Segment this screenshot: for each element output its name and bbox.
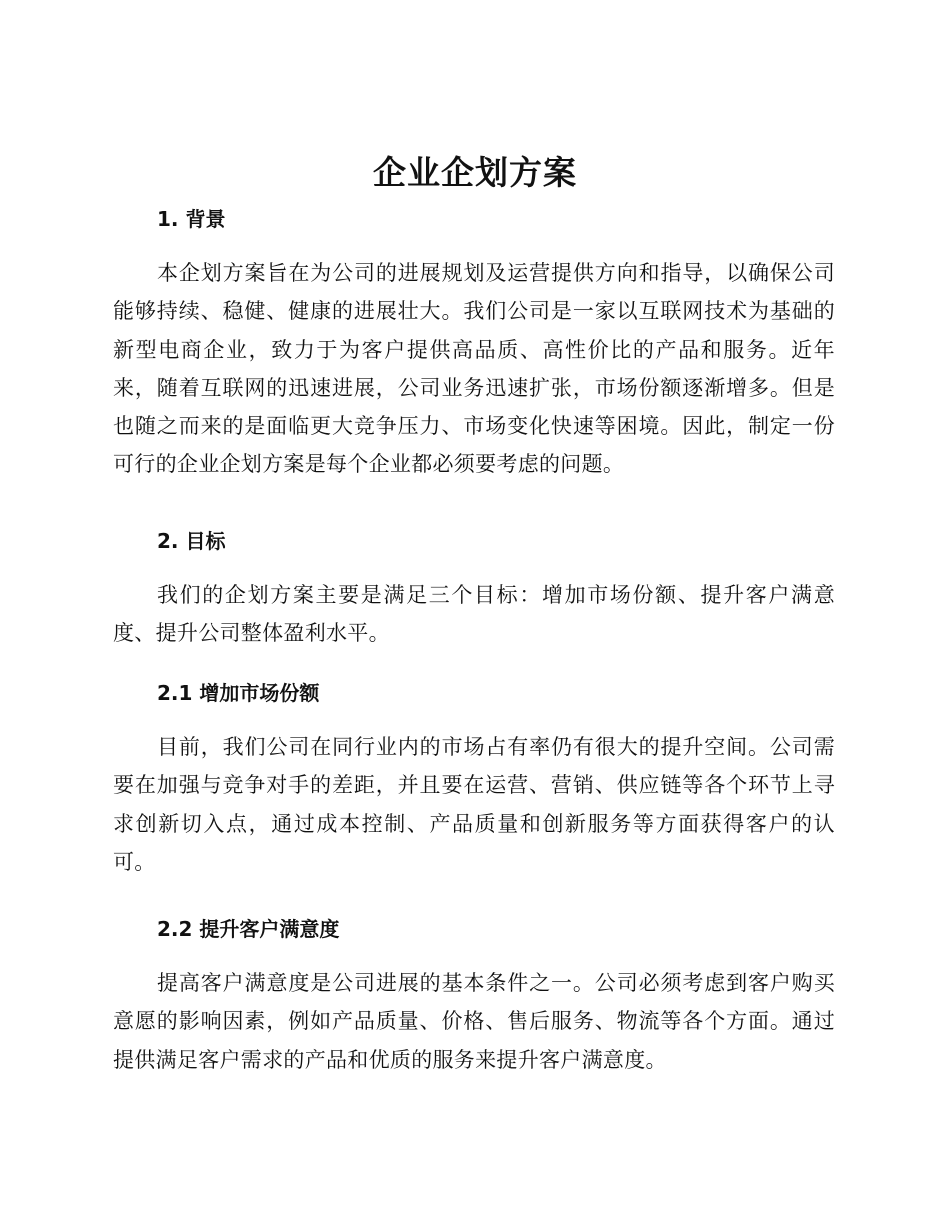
section-heading-customer-satisfaction: 2.2 提升客户满意度 (157, 917, 340, 941)
section-body-goals: 我们的企划方案主要是满足三个目标：增加市场份额、提升客户满意度、提升公司整体盈利水平。 (113, 583, 835, 646)
document-title: 企业企划方案 (373, 153, 577, 192)
section-heading-market-share: 2.1 增加市场份额 (157, 681, 320, 705)
section-body-background: 本企划方案旨在为公司的进展规划及运营提供方向和指导，以确保公司能够持续、稳健、健康的进展壮大。我们公司是一家以互联网技术为基础的新型电商企业，致力于为客户提供高品质、高性价比的产品和服务。近年来，随着互联网的迅速进展，公司业务迅速扩张，市场份额逐渐增多。但是也随之而来的是面临更大竞争压力、市场变化快速等困境。因此，制定一份可行的企业企划方案是每个企业都必须要考虑的问题。 (113, 261, 835, 477)
section-heading-background: 1. 背景 (157, 207, 226, 231)
section-heading-goals: 2. 目标 (157, 529, 226, 553)
section-body-customer-satisfaction: 提高客户满意度是公司进展的基本条件之一。公司必须考虑到客户购买意愿的影响因素，例如产品质量、价格、售后服务、物流等各个方面。通过提供满足客户需求的产品和优质的服务来提升客户满意度。 (113, 971, 835, 1072)
section-body-market-share: 目前，我们公司在同行业内的市场占有率仍有很大的提升空间。公司需要在加强与竞争对手的差距，并且要在运营、营销、供应链等各个环节上寻求创新切入点，通过成本控制、产品质量和创新服务等方面获得客户的认可。 (113, 735, 835, 874)
